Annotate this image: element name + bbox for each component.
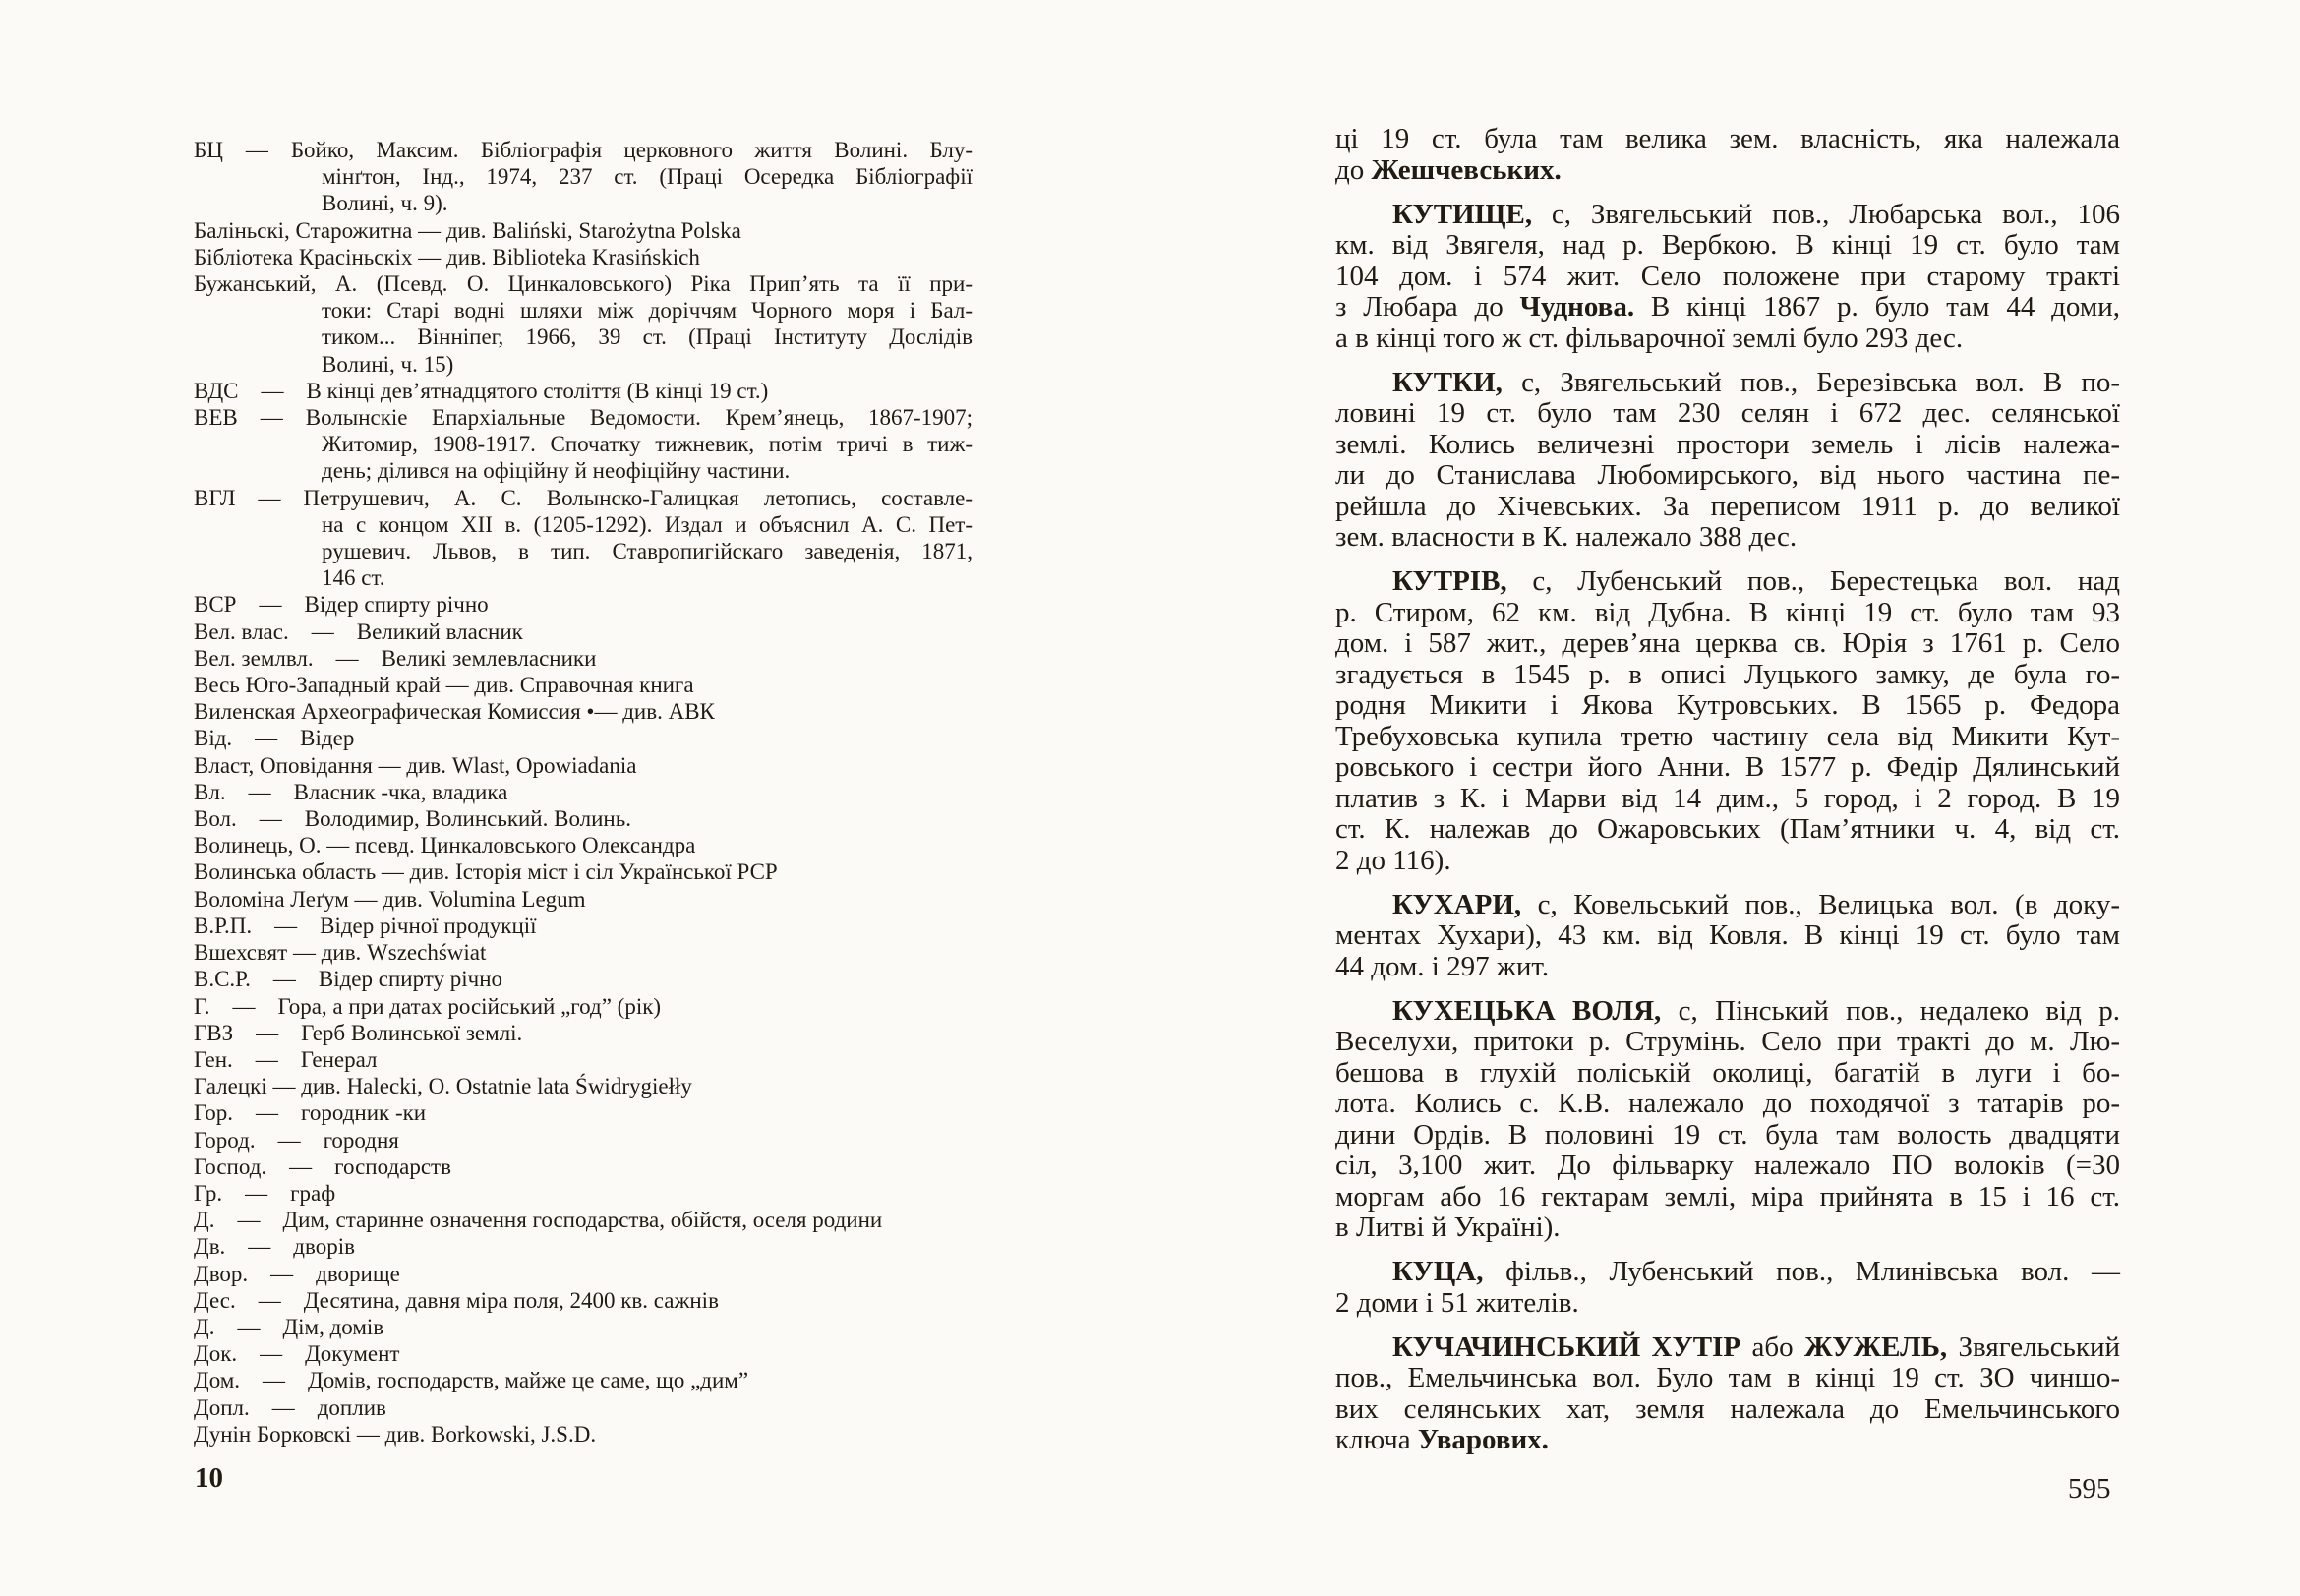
abbreviation-entry — [194, 1207, 973, 1233]
text-line: Двор. — дворище — [194, 1261, 400, 1286]
abbreviation-entry — [194, 137, 973, 217]
text-line — [1335, 690, 2120, 722]
abbreviation-entry — [194, 832, 973, 858]
text-line: ГВЗ — Герб Волинської землі. — [194, 1020, 523, 1045]
text-segment: в Литві й Україні). — [1335, 1212, 1561, 1243]
headword: Уварових. — [1417, 1424, 1549, 1455]
text-segment: ровського і сестри його Анни. В 1577 р. Федір Дялинський — [1335, 751, 2120, 783]
text-line: Допл. — доплив — [194, 1394, 386, 1420]
text-line — [1335, 1363, 2120, 1394]
abbreviation-entry — [194, 591, 973, 618]
text-line — [1335, 398, 2120, 430]
right-page-text-block — [1335, 124, 2120, 1456]
text-line: Д. — Дім, домів — [194, 1314, 384, 1339]
abbreviation-entry — [194, 993, 973, 1020]
text-line — [1335, 430, 2120, 461]
text-line: Виленская Археографическая Комиссия •— див. АВК — [194, 699, 715, 725]
text-line — [1335, 1027, 2120, 1058]
text-line — [1335, 566, 2120, 598]
abbreviation-entry — [194, 1287, 973, 1314]
abbreviation-entry — [194, 672, 973, 698]
text-line: Волині, ч. 15) — [322, 351, 454, 377]
text-segment: с, Звягельський пов., Любарська вол., 106 — [1532, 198, 2120, 230]
text-line: БЦ — Бойко, Максим. Бібліографія церковного життя Волині. Блу- — [194, 138, 973, 162]
text-segment: до — [1335, 153, 1372, 186]
text-line — [1335, 1058, 2120, 1090]
text-line: Житомир, 1908-1917. Спочатку тижневик, потім тричі в тиж- — [322, 432, 973, 457]
gazetteer-entry — [1335, 996, 2120, 1244]
abbreviation-entry — [194, 1233, 973, 1260]
text-line — [1335, 890, 2120, 921]
text-segment: згадується в 1545 р. в описі Луцького замку, де була го- — [1335, 658, 2120, 690]
text-segment: р. Стиром, 62 км. від Дубна. В кінці 19 ст. було там 93 — [1335, 596, 2120, 628]
text-line: Вл. — Власник -чка, владика — [194, 779, 508, 804]
headword: КУЦА, — [1392, 1256, 1484, 1287]
text-segment: В кінці 1867 р. було там 44 доми, — [1634, 291, 2120, 323]
text-segment: Веселухи, притоки р. Струмінь. Село при тракті до м. Лю- — [1335, 1026, 2120, 1057]
text-line: Власт, Оповідання — див. Wlast, Opowiadania — [194, 752, 637, 778]
abbreviation-entry — [194, 698, 973, 725]
text-segment: Требуховська купила третю частину села від Микити Кут- — [1335, 720, 2120, 752]
text-line — [1335, 1089, 2120, 1120]
left-page-text-block — [194, 137, 973, 1448]
abbreviation-entry — [194, 779, 973, 805]
headword: Чуднова. — [1519, 291, 1635, 323]
text-line — [1335, 814, 2120, 846]
gazetteer-entry — [1335, 566, 2120, 876]
text-segment: моргам або 16 гектарам землі, міра прийнята в 15 і 16 ст. — [1335, 1180, 2120, 1212]
text-segment: ловині 19 ст. було там 230 селян і 672 дес. селянської — [1335, 397, 2120, 429]
text-line — [1335, 1288, 2120, 1320]
text-line: рушевич. Львов, в тип. Ставропигійскаго заведенія, 1871, — [322, 539, 973, 564]
text-line: на с концом XII в. (1205-1292). Издал и объяснил А. С. Пет- — [322, 511, 973, 537]
text-segment: а в кінці того ж ст. фільварочної землі було 293 дес. — [1335, 322, 1964, 354]
text-line — [1335, 1151, 2120, 1182]
text-line: 146 ст. — [322, 565, 385, 591]
abbreviation-entry — [194, 244, 973, 270]
text-line: Вел. землвл. — Великі землевласники — [194, 645, 597, 671]
text-line: Дв. — дворів — [194, 1234, 355, 1260]
text-line — [1335, 460, 2120, 492]
text-line — [1335, 124, 2120, 155]
text-segment: ці 19 ст. була там велика зем. власність, яка належала — [1335, 123, 2120, 154]
abbreviation-entry — [194, 1153, 973, 1180]
text-segment: ключа — [1335, 1424, 1418, 1455]
text-line — [1335, 996, 2120, 1028]
gazetteer-entry — [1335, 890, 2120, 983]
text-line: ВДС — В кінці дев’ятнадцятого століття (В кінці 19 ст.) — [194, 378, 769, 403]
text-line: В.С.Р. — Відер спирту річно — [194, 967, 503, 992]
text-segment: Звягельський — [1947, 1330, 2120, 1363]
text-line — [1335, 1257, 2120, 1288]
text-line — [1335, 1212, 2120, 1244]
text-line: Дом. — Домів, господарств, майже це саме, що „дим” — [194, 1368, 749, 1393]
text-line: Весь Юго-Западный край — див. Справочная книга — [194, 673, 694, 698]
text-line: Гор. — городник -ки — [194, 1100, 427, 1126]
abbreviation-entry — [194, 217, 973, 244]
abbreviation-entry — [194, 966, 973, 992]
headword: КУХЕЦЬКА ВОЛЯ, — [1392, 994, 1662, 1027]
text-segment: фільв., Лубенський пов., Млинівська вол. — — [1483, 1256, 2120, 1287]
headword: ЖУЖЕЛЬ, — [1803, 1330, 1948, 1363]
text-line: Бібліотека Красіньскіх — див. Biblioteka Krasińskich — [194, 244, 700, 269]
abbreviation-entry — [194, 752, 973, 779]
text-segment: с, Ковельський пов., Велицька вол. (в доку- — [1521, 888, 2120, 920]
text-line: ВСР — Відер спирту річно — [194, 592, 489, 618]
text-line: день; ділився на офіційну й неофіційну частини. — [322, 458, 791, 484]
abbreviation-entry — [194, 1046, 973, 1073]
headword: КУТКИ, — [1392, 366, 1503, 398]
text-line — [1335, 292, 2120, 324]
text-line — [1335, 1425, 2120, 1456]
gazetteer-entry — [1335, 1332, 2120, 1456]
text-line — [1335, 598, 2120, 629]
gazetteer-entry — [1335, 200, 2120, 355]
text-line — [1335, 952, 2120, 983]
text-line — [1335, 1332, 2120, 1364]
abbreviation-entry — [194, 1340, 973, 1367]
text-line — [1335, 522, 2120, 554]
gazetteer-entry — [1335, 1257, 2120, 1319]
abbreviation-entry — [194, 1073, 973, 1099]
text-segment: рейшла до Хічевських. За переписом 1911 р. до великої — [1335, 490, 2120, 522]
text-line: В.Р.П. — Відер річної продукції — [194, 913, 537, 938]
abbreviation-entry — [194, 1367, 973, 1393]
abbreviation-entry — [194, 1180, 973, 1207]
abbreviation-entry — [194, 485, 973, 592]
text-line: Дунін Борковскі — див. Borkowski, J.S.D. — [194, 1421, 597, 1447]
text-line: мінґтон, Інд., 1974, 237 ст. (Праці Осередка Бібліографії — [322, 164, 973, 190]
text-line — [1335, 660, 2120, 691]
text-segment: 2 до 116). — [1335, 844, 1451, 876]
text-segment: платив з К. і Марви від 14 дим., 5 город, і 2 город. В 19 — [1335, 782, 2120, 814]
text-segment: бешова в глухій поліській околиці, багатій в луги і бо- — [1335, 1056, 2120, 1089]
text-line — [1335, 846, 2120, 877]
text-line: ВЕВ — Волынскіе Епархіальные Ведомости. Крем’янець, 1867-1907; — [194, 405, 973, 431]
text-line — [1335, 155, 2120, 187]
text-line: Волинська область — див. Історія міст і сіл Української РСР — [194, 859, 778, 885]
text-line: Воломіна Леґум — див. Volumina Legum — [194, 886, 586, 912]
text-line — [1335, 752, 2120, 784]
text-segment: 2 доми і 51 жителів. — [1335, 1286, 1579, 1319]
text-line — [1335, 200, 2120, 231]
text-segment: лота. Колись с. К.В. належало до походячої з татарів ро- — [1335, 1088, 2120, 1119]
text-line: Від. — Відер — [194, 726, 355, 751]
text-line: Волинець, О. — псевд. Цинкаловського Олександра — [194, 833, 696, 858]
text-line: Бужанський, А. (Псевд. О. Цинкаловського) Ріка Прип’ять та її при- — [194, 271, 973, 297]
text-line: Г. — Гора, а при датах російський „год” (рік) — [194, 993, 662, 1019]
abbreviation-entry — [194, 645, 973, 672]
text-line — [1335, 230, 2120, 262]
text-segment: 44 дом. і 297 жит. — [1335, 950, 1550, 982]
text-line: ВГЛ — Петрушевич, А. С. Волынско-Галицкая летопись, составле- — [194, 485, 973, 510]
abbreviation-entry — [194, 805, 973, 832]
gazetteer-entry — [1335, 368, 2120, 554]
text-line — [1335, 492, 2120, 523]
text-line: Баліньскі, Старожитна — див. Baliński, Starożytna Polska — [194, 217, 741, 243]
headword: КУЧАЧИНСЬКИЙ ХУТІР — [1392, 1330, 1741, 1363]
text-line — [1335, 1120, 2120, 1152]
left-page-number: 10 — [195, 1462, 223, 1494]
abbreviation-entry — [194, 619, 973, 645]
text-line — [1335, 1182, 2120, 1213]
abbreviation-entry — [194, 378, 973, 404]
text-segment: вих селянських хат, земля належала до Емельчинського — [1335, 1392, 2120, 1425]
text-segment: ментах Хухари), 43 км. від Ковля. В кінці 19 ст. було там — [1335, 919, 2120, 951]
gazetteer-entry — [1335, 124, 2120, 186]
abbreviation-entry — [194, 939, 973, 966]
text-line — [1335, 368, 2120, 399]
abbreviation-entry — [194, 1421, 973, 1448]
abbreviation-entry — [194, 1020, 973, 1046]
abbreviation-entry — [194, 1099, 973, 1126]
text-line — [1335, 722, 2120, 753]
text-line — [1335, 324, 2120, 355]
text-line: Ген. — Генерал — [194, 1046, 378, 1072]
headword: КУТРІВ, — [1392, 565, 1507, 597]
text-segment: або — [1740, 1330, 1804, 1363]
text-segment: с, Лубенський пов., Берестецька вол. над — [1506, 565, 2120, 597]
abbreviation-entry — [194, 270, 973, 378]
abbreviation-entry — [194, 1127, 973, 1153]
headword: КУХАРИ, — [1392, 888, 1522, 920]
text-segment: с, Пінський пов., недалеко від р. — [1661, 994, 2120, 1027]
text-segment: с, Звягельський пов., Березівська вол. В по- — [1502, 366, 2120, 398]
text-line: Волині, ч. 9). — [322, 191, 448, 216]
abbreviation-entry — [194, 886, 973, 913]
text-line: Док. — Документ — [194, 1341, 400, 1367]
text-line: Вшехсвят — див. Wszechświat — [194, 940, 487, 966]
abbreviation-entry — [194, 1314, 973, 1340]
text-segment: дом. і 587 жит., дерев’яна церква св. Юрія з 1761 р. Село — [1335, 627, 2120, 659]
abbreviation-entry — [194, 1261, 973, 1287]
text-line: Д. — Дим, старинне означення господарства, обійстя, оселя родини — [194, 1208, 883, 1233]
text-line — [1335, 1394, 2120, 1426]
text-line: Гр. — граф — [194, 1180, 336, 1206]
text-segment: родня Микити і Якова Кутровських. В 1565 р. Федора — [1335, 689, 2120, 721]
text-line: Господ. — господарств — [194, 1153, 451, 1179]
right-page-number: 595 — [2068, 1473, 2111, 1505]
text-line — [1335, 920, 2120, 952]
text-segment: сіл, 3,100 жит. До фільварку належало ПО волоків (=30 — [1335, 1150, 2120, 1181]
text-segment: землі. Колись величезні простори земель і лісів належа- — [1335, 428, 2120, 460]
text-line — [1335, 628, 2120, 660]
text-segment: ли до Станислава Любомирського, від нього частина пе- — [1335, 459, 2120, 491]
text-line — [1335, 784, 2120, 815]
abbreviation-entry — [194, 913, 973, 939]
text-line: Галецкі — див. Halecki, O. Ostatnie lata Świdrygiełły — [194, 1074, 692, 1099]
text-line — [1335, 262, 2120, 293]
text-segment: пов., Емельчинська вол. Було там в кінці 19 ст. ЗО чиншо- — [1335, 1362, 2120, 1393]
text-line: Дес. — Десятина, давня міра поля, 2400 кв. сажнів — [194, 1287, 719, 1313]
text-segment: ст. К. належав до Ожаровських (Пам’ятники ч. 4, від ст. — [1335, 813, 2120, 845]
headword: КУТИЩЕ, — [1392, 198, 1533, 230]
text-line: тиком... Вінніпег, 1966, 39 ст. (Праці Інституту Дослідів — [322, 325, 973, 350]
abbreviation-entry — [194, 725, 973, 751]
text-segment: дини Ордів. В половині 19 ст. була там волость двадцяти — [1335, 1118, 2120, 1151]
text-line: токи: Старі водні шляхи між доріччям Чорного моря і Бал- — [322, 298, 973, 324]
abbreviation-entry — [194, 404, 973, 485]
text-line: Вел. влас. — Великий власник — [194, 619, 523, 644]
text-segment: з Любара до — [1335, 291, 1520, 323]
text-line: Город. — городня — [194, 1127, 399, 1153]
abbreviation-entry — [194, 858, 973, 885]
text-segment: зем. власности в К. належало 388 дес. — [1335, 521, 1798, 553]
headword: Жешчевських. — [1371, 153, 1562, 186]
text-segment: 104 дом. і 574 жит. Село положене при старому тракті — [1335, 260, 2120, 292]
text-line: Вол. — Володимир, Волинський. Волинь. — [194, 806, 631, 832]
text-segment: км. від Звягеля, над р. Вербкою. В кінці 19 ст. було там — [1335, 229, 2120, 261]
abbreviation-entry — [194, 1394, 973, 1421]
